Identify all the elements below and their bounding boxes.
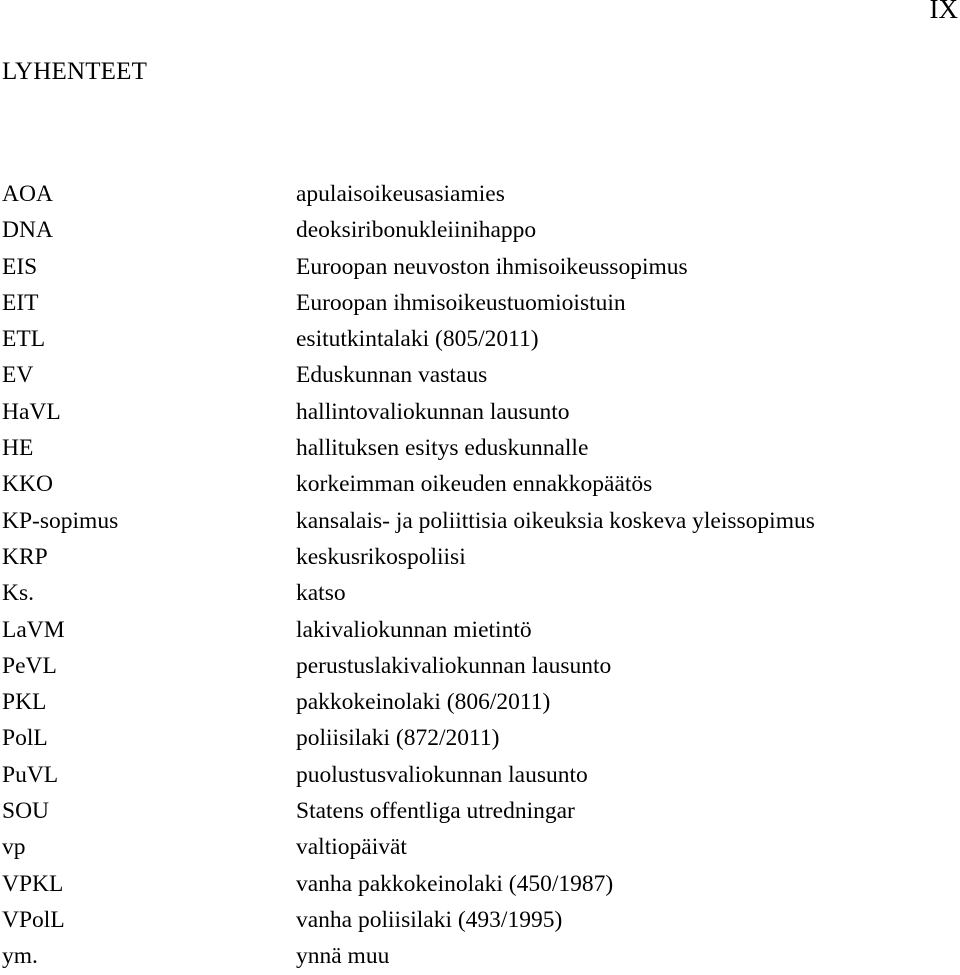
- abbreviation-row: [2, 793, 952, 829]
- abbreviation-row: [2, 575, 952, 611]
- abbreviation-term: VPKL: [2, 870, 64, 897]
- abbreviation-term: Ks.: [2, 580, 34, 607]
- abbreviation-meaning: korkeimman oikeuden ennakkopäätös: [296, 471, 653, 498]
- abbreviation-term: HaVL: [2, 398, 61, 425]
- abbreviation-row: [2, 394, 952, 430]
- abbreviation-row: [2, 757, 952, 793]
- abbreviation-term: vp: [2, 834, 26, 861]
- abbreviation-meaning: lakivaliokunnan mietintö: [296, 616, 532, 643]
- abbreviation-meaning: hallituksen esitys eduskunnalle: [296, 435, 589, 462]
- abbreviation-term: KRP: [2, 543, 48, 570]
- abbreviation-term: AOA: [2, 181, 53, 207]
- abbreviation-term: DNA: [2, 217, 53, 244]
- abbreviation-term: EIS: [2, 253, 38, 280]
- abbreviation-meaning: poliisilaki (872/2011): [296, 725, 500, 752]
- abbreviation-row: [2, 285, 952, 321]
- abbreviation-term: KKO: [2, 471, 53, 498]
- abbreviation-meaning: Statens offentliga utredningar: [296, 798, 575, 825]
- abbreviation-row: [2, 176, 952, 212]
- abbreviation-term: SOU: [2, 798, 50, 825]
- abbreviation-row: [2, 684, 952, 720]
- abbreviation-meaning: vanha poliisilaki (493/1995): [296, 906, 563, 933]
- abbreviation-term: ym.: [2, 943, 38, 970]
- abbreviation-meaning: Euroopan ihmisoikeustuomioistuin: [296, 289, 626, 316]
- abbreviation-row: [2, 466, 952, 502]
- abbreviation-term: EIT: [2, 289, 39, 316]
- abbreviation-term: PKL: [2, 689, 47, 716]
- abbreviation-meaning: keskusrikospoliisi: [296, 543, 466, 570]
- abbreviation-term: PeVL: [2, 652, 57, 679]
- abbreviation-meaning: deoksiribonukleiinihappo: [296, 217, 537, 244]
- abbreviation-term: PolL: [2, 725, 48, 752]
- abbreviation-row: [2, 902, 952, 938]
- abbreviation-row: [2, 321, 952, 357]
- abbreviation-meaning: apulaisoikeusasiamies: [296, 181, 505, 207]
- abbreviation-meaning: perustuslakivaliokunnan lausunto: [296, 652, 612, 679]
- abbreviation-meaning: hallintovaliokunnan lausunto: [296, 398, 570, 425]
- abbreviation-row: [2, 829, 952, 865]
- abbreviation-meaning: vanha pakkokeinolaki (450/1987): [296, 870, 614, 897]
- abbreviation-row: [2, 430, 952, 466]
- abbreviation-term: VPolL: [2, 906, 65, 933]
- abbreviation-row: [2, 720, 952, 756]
- abbreviation-row: [2, 249, 952, 285]
- abbreviation-list: [2, 176, 952, 975]
- abbreviation-row: [2, 539, 952, 575]
- page-title: LYHENTEET: [2, 58, 148, 85]
- abbreviation-row: [2, 503, 952, 539]
- abbreviation-meaning: esitutkintalaki (805/2011): [296, 326, 539, 353]
- abbreviation-term: PuVL: [2, 761, 59, 788]
- abbreviation-term: EV: [2, 362, 34, 389]
- abbreviation-meaning: Eduskunnan vastaus: [296, 362, 488, 389]
- abbreviation-meaning: ynnä muu: [296, 943, 390, 970]
- abbreviation-row: [2, 612, 952, 648]
- abbreviation-meaning: Euroopan neuvoston ihmisoikeussopimus: [296, 253, 688, 280]
- abbreviation-term: KP-sopimus: [2, 507, 119, 534]
- abbreviation-row: [2, 866, 952, 902]
- abbreviation-term: ETL: [2, 326, 46, 353]
- abbreviation-meaning: kansalais- ja poliittisia oikeuksia koskeva yleissopimus: [296, 507, 815, 534]
- abbreviation-row: [2, 938, 952, 974]
- abbreviation-term: HE: [2, 435, 34, 462]
- abbreviation-term: LaVM: [2, 616, 65, 643]
- page-number: IX: [929, 0, 958, 24]
- abbreviation-meaning: katso: [296, 580, 346, 607]
- abbreviation-meaning: pakkokeinolaki (806/2011): [296, 689, 551, 716]
- abbreviation-row: [2, 357, 952, 393]
- abbreviation-meaning: puolustusvaliokunnan lausunto: [296, 761, 588, 788]
- abbreviation-row: [2, 212, 952, 248]
- abbreviation-row: [2, 648, 952, 684]
- abbreviation-meaning: valtiopäivät: [296, 834, 407, 861]
